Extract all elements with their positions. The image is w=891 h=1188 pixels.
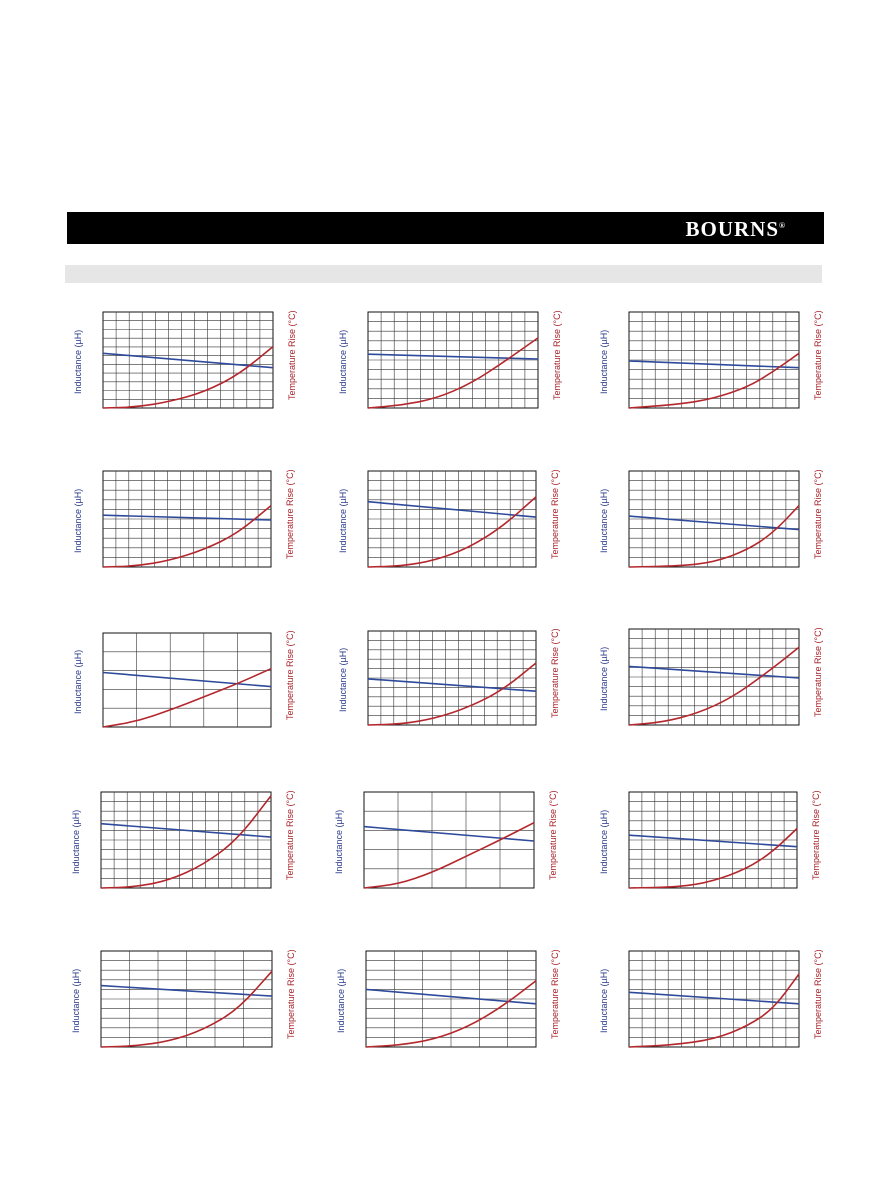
chart-plot (364, 792, 534, 888)
temperature-axis-label: Temperature Rise (°C) (813, 627, 823, 717)
temperature-axis-label: Temperature Rise (°C) (285, 630, 295, 720)
chart-plot (629, 792, 797, 888)
inductance-axis-label: Inductance (µH) (338, 488, 348, 553)
inductance-axis-label: Inductance (µH) (599, 488, 609, 553)
logo-text: BOURNS (685, 217, 780, 241)
inductance-axis-label: Inductance (µH) (338, 329, 348, 394)
section-bar (65, 265, 822, 283)
registered-mark: ® (779, 221, 786, 230)
bourns-logo (685, 217, 786, 242)
chart-plot (103, 471, 271, 567)
inductance-axis-label: Inductance (µH) (334, 809, 344, 874)
temperature-axis-label: Temperature Rise (°C) (285, 469, 295, 559)
plot-frame (364, 792, 534, 888)
chart-plot (368, 312, 538, 408)
chart-plot (368, 631, 536, 725)
inductance-axis-label: Inductance (µH) (599, 968, 609, 1033)
inductance-axis-label: Inductance (µH) (599, 646, 609, 711)
inductance-axis-label: Inductance (µH) (599, 809, 609, 874)
chart-plot (629, 629, 799, 725)
chart-plot (101, 951, 272, 1047)
chart-plot (101, 792, 271, 888)
inductance-axis-label: Inductance (µH) (71, 968, 81, 1033)
inductance-axis-label: Inductance (µH) (599, 329, 609, 394)
temperature-axis-label: Temperature Rise (°C) (550, 469, 560, 559)
inductance-axis-label: Inductance (µH) (73, 488, 83, 553)
chart-plot (629, 312, 799, 408)
temperature-axis-label: Temperature Rise (°C) (287, 310, 297, 400)
chart-plot (629, 951, 799, 1047)
temperature-axis-label: Temperature Rise (°C) (285, 790, 295, 880)
temperature-axis-label: Temperature Rise (°C) (811, 790, 821, 880)
chart-plot (103, 633, 271, 727)
chart-plot (366, 951, 536, 1047)
chart-plot (368, 471, 536, 567)
inductance-axis-label: Inductance (µH) (71, 809, 81, 874)
temperature-axis-label: Temperature Rise (°C) (550, 949, 560, 1039)
temperature-axis-label: Temperature Rise (°C) (550, 628, 560, 718)
temperature-axis-label: Temperature Rise (°C) (813, 310, 823, 400)
inductance-axis-label: Inductance (µH) (73, 649, 83, 714)
temperature-axis-label: Temperature Rise (°C) (548, 790, 558, 880)
temperature-axis-label: Temperature Rise (°C) (813, 469, 823, 559)
header-bar (67, 212, 824, 244)
inductance-axis-label: Inductance (µH) (336, 968, 346, 1033)
temperature-axis-label: Temperature Rise (°C) (552, 310, 562, 400)
inductance-axis-label: Inductance (µH) (338, 647, 348, 712)
chart-plot (103, 312, 273, 408)
chart-plot (629, 471, 799, 567)
inductance-axis-label: Inductance (µH) (73, 329, 83, 394)
temperature-axis-label: Temperature Rise (°C) (286, 949, 296, 1039)
temperature-axis-label: Temperature Rise (°C) (813, 949, 823, 1039)
